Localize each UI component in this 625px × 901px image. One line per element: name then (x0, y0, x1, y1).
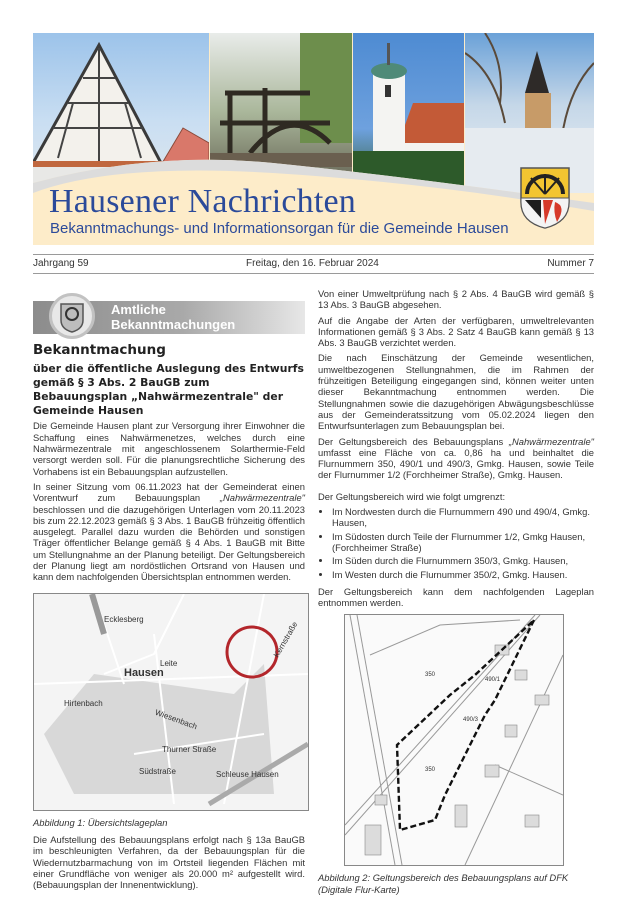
article-heading: Bekanntmachung (33, 342, 166, 358)
right-column (318, 288, 594, 901)
paragraph-information: Auf die Angabe der Arten der verfügbaren, umweltrelevanten Informationen gemäß § 3 Abs. 2 Satz 4 BauGB kann gemäß § 13 Abs. 3 BauGB verzichtet werden. (318, 314, 594, 349)
paragraph-siteplan: Der Geltungsbereich kann dem nachfolgenden Lageplan entnommen werden. (318, 585, 594, 609)
boundary-item: • Im Süden durch die Flurnummern 350/3, Gmkg. Hausen, (332, 555, 594, 566)
paragraph-intro: Die Gemeinde Hausen plant zur Versorgung ihrer Einwohner die Schaffung eines Nahwärmenetzes, welches durch eine Nahwärmezentrale mit angeschlossenem Solarthermie-Feld versorgt werden soll. Für die planungsrechtliche Sicherung des Vorhabens ist ein Bebauungsplan aufzustellen. (33, 420, 305, 477)
article-subheading: über die öffentliche Auslegung des Entwurfs gemäß § 3 Abs. 2 BauGB zum Bebauungsplan „Nahwärmezentrale" der Gemeinde Hausen (33, 362, 304, 417)
crest-gray-icon (52, 296, 92, 336)
issue-date: Freitag, den 16. Februar 2024 (246, 258, 379, 269)
left-column (33, 289, 305, 894)
paragraph-environment: Von einer Umweltprüfung nach § 2 Abs. 4 BauGB wird gemäß § 13 Abs. 3 BauGB abgesehen. (318, 288, 594, 311)
boundary-item: • Im Südosten durch Teile der Flurnummer 1/2, Gmkg Hausen, (Forchheimer Straße) (332, 531, 594, 554)
paragraph-session: In seiner Sitzung vom 06.11.2023 hat der Gemeinderat einen Vorentwurf zum Bebauungsplan „Nahwärmezentrale" beschlossen und die dazugehörigen Unterlagen vom 20.11.2023 bis zum 22.12.2023 gemäß § 3 Abs. 1 BauGB frühzeitig öffentlich ausgelegt. Parallel dazu wurden die Behörden und sonstigen Träger öffentlicher Belange gemäß § 4 Abs. 1 BauGB mit Bitte um Stellungnahme an der Planung beteiligt. Der Geltungsbereich der Planung liegt am nordöstlichen Ortsrand von Hausen und kann dem nachfolgenden Übersichtsplan entnommen werden. (33, 480, 305, 583)
boundary-list (318, 506, 594, 580)
section-crest-badge (49, 293, 95, 339)
overview-map: Ecklesberg Leite Hausen Hirtenbach Wiesenbach Thurner Straße Südstraße Schleuse Hausen Kernstraße (33, 593, 309, 811)
figure1-caption: Abbildung 1: Übersichtslageplan (33, 816, 168, 828)
boundary-item: • Im Westen durch die Flurnummer 350/2, Gmkg. Hausen. (332, 569, 594, 580)
newspaper-title: Hausener Nachrichten (49, 183, 357, 220)
boundary-item: • Im Nordwesten durch die Flurnummern 490 und 490/4, Gmkg. Hausen, (332, 506, 594, 529)
paragraph-area: Der Geltungsbereich des Bebauungsplans „Nahwärmezentrale" umfasst eine Fläche von ca. 0,86 ha und beinhaltet die Flurnummern 350, 490/1 und 490/3, Gmkg. Hausen, sowie Teile der Flurnummer 1/2 (Forchheimer Straße), Gmkg. Hausen. (318, 435, 594, 481)
cadastral-map: 350 490/1 490/3 350 (344, 614, 564, 866)
masthead (33, 33, 594, 245)
paragraph-statements: Die nach Einschätzung der Gemeinde wesentlichen, umweltbezogenen Stellungnahmen, die im Rahmen der frühzeitigen Beteiligung eingegangen sind, können weiter unten dieser Bekanntmachung entnommen werden. Die Stellungnahmen sowie die dazugehörigen Abwägungsbeschlüsse aus der Gemeinderatssitzung vom 05.02.2024 liegen den Entwurfsunterlagen zum Bebauungsplan bei. (318, 352, 594, 432)
issue-info-bar (33, 254, 594, 274)
paragraph-procedure: Die Aufstellung des Bebauungsplans erfolgt nach § 13a BauGB im beschleunigten Verfahren, da der Bebauungsplan für die Wiedernutzbarmachung von im Ortsteil liegenden Flächen mit einer Grundfläche von weniger als 20.000 m² aufgestellt wird. (Bebauungsplan der Innenentwicklung). (33, 833, 305, 891)
paragraph-boundary-intro: Der Geltungsbereich wird wie folgt umgrenzt: (318, 490, 506, 502)
issue-number: Nummer 7 (547, 258, 594, 269)
figure2-caption: Abbildung 2: Geltungsbereich des Bebauungsplans auf DFK (Digitale Flur-Karte) (318, 872, 569, 895)
coat-of-arms-icon (519, 166, 571, 230)
volume-label: Jahrgang 59 (33, 258, 89, 269)
newspaper-subtitle: Bekanntmachungs- und Informationsorgan für die Gemeinde Hausen (50, 220, 509, 237)
cadastral-map-illustration (345, 615, 563, 865)
section-title: Amtliche Bekanntmachungen (111, 302, 236, 332)
section-banner (33, 289, 305, 341)
